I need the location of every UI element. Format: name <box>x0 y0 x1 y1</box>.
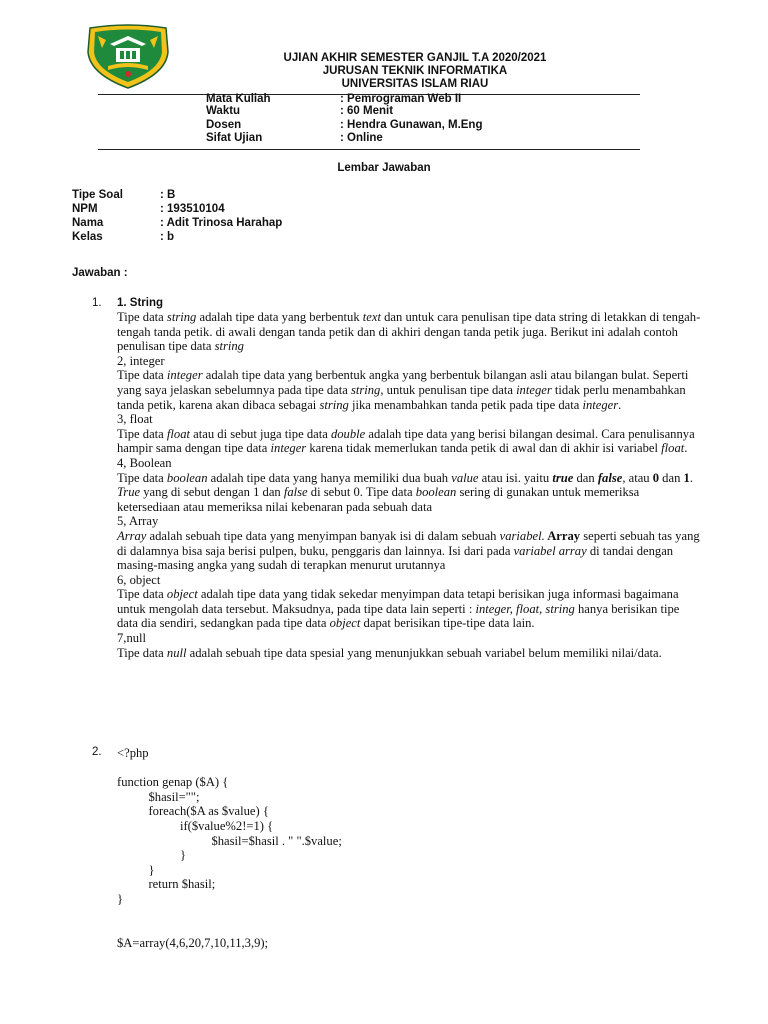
code-line: <?php <box>117 746 149 760</box>
answer-number-1: 1. <box>92 297 102 309</box>
info-label: Mata Kuliah <box>206 93 271 105</box>
header-rule-bottom <box>98 149 640 150</box>
code-line: } <box>117 848 187 863</box>
code-line: function genap ($A) { <box>117 775 229 790</box>
float-heading: 3, float <box>117 412 153 427</box>
code-line: if($value%2!=1) { <box>117 818 274 833</box>
student-label: Tipe Soal <box>72 189 123 201</box>
student-label: Nama <box>72 217 104 229</box>
info-label: Sifat Ujian <box>206 132 263 144</box>
code-line: $A=array(4,6,20,7,10,11,3,9); <box>117 935 269 950</box>
university-logo <box>80 22 176 90</box>
code-line: $hasil=""; <box>117 789 200 804</box>
code-line: } <box>117 862 155 877</box>
code-line <box>117 907 342 922</box>
info-label: Waktu <box>206 105 241 117</box>
object-heading: 6, object <box>117 572 161 587</box>
string-paragraph: Tipe data string adalah tipe data yang berbentuk text dan untuk cara penulisan tipe data string di letakkan di tengah-tengah tanda petik. di awali dengan tanda petik dan di akhiri dengan tanda petik juga. Berikut ini adalah contoh penulisan tipe data string <box>117 310 701 354</box>
array-heading: 5, Array <box>117 514 159 529</box>
boolean-heading: 4, Boolean <box>117 455 172 470</box>
integer-heading: 2, integer <box>117 353 165 368</box>
code-line <box>117 761 342 776</box>
code-line: } <box>117 891 124 906</box>
integer-paragraph: Tipe data integer adalah tipe data yang berbentuk angka yang berbentuk bilangan asli atau bilangan bulat. Seperti yang saya jelaskan sebelumnya pada tipe data string, untuk penulisan tipe data integer tidak perlu menambahkan tanda petik, karena akan dibaca sebagai string jika menambahkan tanda petik pada tipe data integer. <box>117 368 689 412</box>
department-title: JURUSAN TEKNIK INFORMATIKA <box>322 65 508 77</box>
boolean-paragraph: Tipe data boolean adalah tipe data yang hanya memiliki dua buah value atau isi. yaitu true dan false, atau 0 dan 1. True yang di sebut dengan 1 dan false di sebut 0. Tipe data boolean sering di gunakan untuk memeriksa ketersediaan atau memeriksa nilai kebenaran pada sebuah data <box>117 470 693 514</box>
object-paragraph: Tipe data object adalah tipe data yang tidak sekedar menyimpan data tetapi berisikan juga informasi bagaimana untuk mengolah data tersebut. Maksudnya, pada tipe data lain seperti : integer, float, string hanya berisikan tipe data dia sendiri, sedangkan pada tipe data object dapat berisikan tipe-tipe data lain. <box>117 587 680 631</box>
answer-1-body <box>117 310 702 660</box>
student-value: : Adit Trinosa Harahap <box>160 217 283 229</box>
null-heading: 7,null <box>117 631 147 646</box>
array-paragraph: Array adalah sebuah tipe data yang menyimpan banyak isi di dalam sebuah variabel. Array seperti sebuah tas yang di dalamnya bisa saja berisi pulpen, buku, penggaris dan lainnya. Isi dari pada variabel array di tandai dengan masing-masing angka yang sudah di terapkan menurut urutannya <box>117 528 700 573</box>
answer-number-2: 2. <box>92 746 102 758</box>
info-value: : 60 Menit <box>340 105 394 117</box>
answers-label: Jawaban : <box>72 267 128 279</box>
php-code-block <box>117 746 342 950</box>
answer-1-title: 1. String <box>117 297 164 309</box>
info-value: : Pemrograman Web II <box>340 93 462 105</box>
student-value: : B <box>160 189 176 201</box>
info-value: : Hendra Gunawan, M.Eng <box>340 119 483 131</box>
info-label: Dosen <box>206 119 242 131</box>
student-value: : b <box>160 231 175 243</box>
code-line: $hasil=$hasil . " ".$value; <box>117 833 342 848</box>
student-label: Kelas <box>72 231 103 243</box>
code-line: return $hasil; <box>117 877 216 892</box>
student-value: : 193510104 <box>160 203 225 215</box>
code-line: foreach($A as $value) { <box>117 804 269 819</box>
exam-title: UJIAN AKHIR SEMESTER GANJIL T.A 2020/2021 <box>283 52 547 64</box>
student-label: NPM <box>72 203 98 215</box>
float-paragraph: Tipe data float atau di sebut juga tipe data double adalah tipe data yang berisi bilangan desimal. Cara penulisannya hampir sama dengan tipe data integer karena tidak memerlukan tanda petik di awal dan di akhir isi variabel float. <box>117 426 695 456</box>
sheet-title: Lembar Jawaban <box>337 162 431 174</box>
info-value: : Online <box>340 132 383 144</box>
null-paragraph: Tipe data null adalah sebuah tipe data spesial yang menunjukkan sebuah variabel belum memiliki nilai/data. <box>117 645 662 660</box>
university-title: UNIVERSITAS ISLAM RIAU <box>341 78 489 90</box>
code-line <box>117 921 342 936</box>
